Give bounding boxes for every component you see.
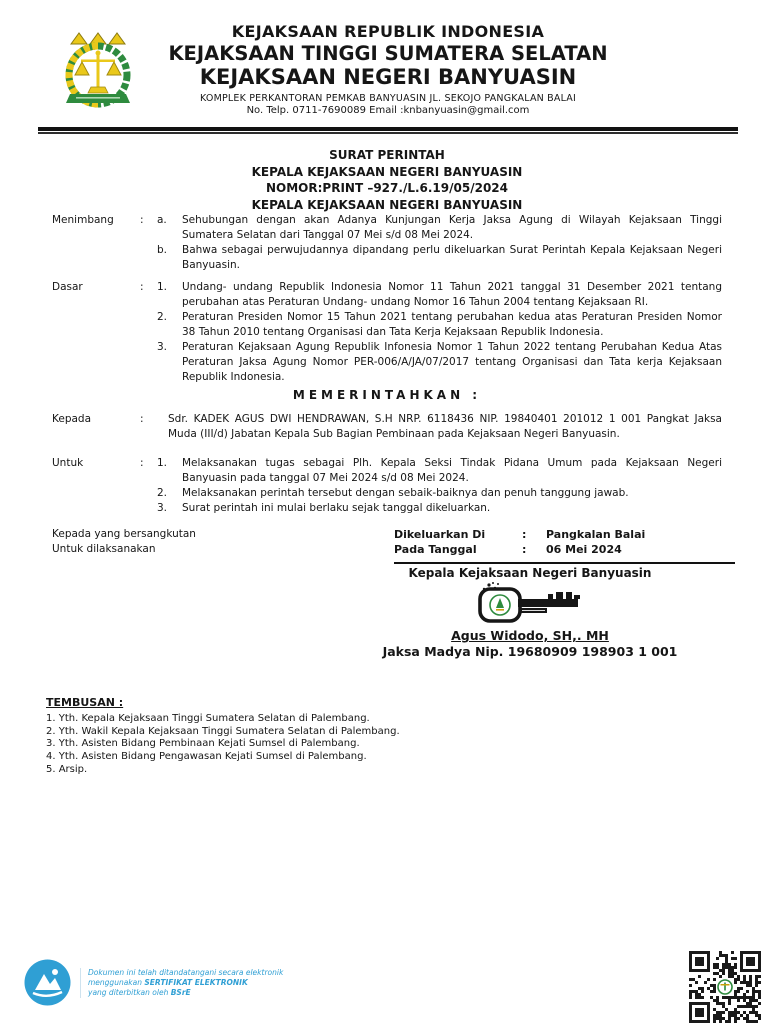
colon: : — [522, 543, 527, 556]
menimbang-section — [52, 213, 722, 273]
tembusan-item: 4. Yth. Asisten Bidang Pengawasan Kejati Sumsel di Palembang. — [46, 751, 367, 763]
tembusan-item: 2. Yth. Wakil Kepala Kejaksaan Tinggi Sumatera Selatan di Palembang. — [46, 725, 400, 737]
esign-footer — [24, 959, 283, 1006]
colon: : — [140, 281, 144, 293]
item-text: Sehubungan dengan akan Adanya Kunjungan Kerja Jaksa Agung di Wilayah Kejaksaan Tinggi Sumatera Selatan dari Tanggal 07 Mei s/d 08 Mei 2024. — [182, 214, 722, 241]
electronic-signature-stamp — [470, 581, 590, 625]
item-text: Undang- undang Republik Indonesia Nomor 11 Tahun 2021 tanggal 31 Desember 2021 tentang perubahan atas Peraturan Undang- undang Nomor 16 Tahun 2004 tentang Kejaksaan RI. — [182, 281, 722, 308]
office-contact: No. Telp. 0711-7690089 Email :knbanyuasin@gmail.com — [246, 105, 530, 116]
title-line-1: SURAT PERINTAH — [329, 148, 445, 162]
org-name-office: KEJAKSAAN NEGERI BANYUASIN — [199, 65, 577, 89]
kepada-section — [52, 412, 722, 442]
untuk-item — [157, 501, 722, 516]
dasar-section — [52, 280, 722, 385]
issued-place-value: Pangkalan Balai — [546, 528, 646, 541]
esign-notice — [80, 968, 283, 998]
signatory-title: Kepala Kejaksaan Negeri Banyuasin — [408, 566, 652, 580]
item-marker: 3. — [157, 341, 168, 353]
dasar-item — [157, 340, 722, 385]
org-name-province: KEJAKSAAN TINGGI SUMATERA SELATAN — [168, 42, 608, 65]
item-text: Surat perintah ini mulai berlaku sejak tanggal dikeluarkan. — [182, 502, 491, 514]
issued-date-value: 06 Mei 2024 — [546, 543, 622, 556]
signatory-name: Agus Widodo, SH,. MH — [451, 628, 609, 643]
untuk-label: Untuk — [52, 457, 84, 469]
colon: : — [140, 413, 144, 425]
memerintahkan-heading: MEMERINTAHKAN : — [292, 388, 482, 402]
dasar-item — [157, 310, 722, 340]
tembusan-heading: TEMBUSAN : — [46, 696, 124, 709]
letterhead-divider — [38, 127, 738, 134]
colon: : — [522, 528, 527, 541]
menimbang-item — [157, 213, 722, 243]
kejaksaan-logo — [55, 28, 141, 112]
recipient-note-line-2: Untuk dilaksanakan — [52, 543, 156, 555]
item-marker: a. — [157, 214, 167, 226]
letter-title — [52, 147, 722, 213]
tembusan-section — [46, 697, 400, 777]
recipient-note-line-1: Kepada yang bersangkutan — [52, 528, 196, 540]
colon: : — [140, 214, 144, 226]
untuk-item — [157, 456, 722, 486]
issued-block — [394, 527, 735, 564]
untuk-section — [52, 456, 722, 516]
item-text: Peraturan Presiden Nomor 15 Tahun 2021 tentang perubahan kedua atas Peraturan Presiden Nomor 38 Tahun 2010 tentang Organisasi dan Tata Kerja Kejaksaan Republik Indonesia. — [182, 311, 722, 338]
signatory-rank-nip: Jaksa Madya Nip. 19680909 198903 1 001 — [382, 644, 678, 659]
signature-block — [368, 566, 692, 659]
esign-line-2: menggunakan SERTIFIKAT ELEKTRONIK — [88, 977, 248, 987]
kepada-text: Sdr. KADEK AGUS DWI HENDRAWAN, S.H NRP. 6118436 NIP. 19840401 201012 1 001 Pangkat Jaksa Muda (III/d) Jabatan Kepala Sub Bagian Pembinaan pada Kejaksaan Negeri Banyuasin. — [168, 413, 722, 440]
menimbang-item — [157, 243, 722, 273]
office-address: KOMPLEK PERKANTORAN PEMKAB BANYUASIN JL. SEKOJO PANGKALAN BALAI — [199, 93, 576, 104]
bsre-logo — [24, 959, 71, 1006]
esign-line-1: Dokumen ini telah ditandatangani secara elektronik — [88, 967, 284, 977]
dasar-item — [157, 280, 722, 310]
letterhead — [38, 22, 738, 116]
qr-code — [689, 951, 761, 1023]
org-name-republic: KEJAKSAAN REPUBLIK INDONESIA — [231, 22, 545, 41]
tembusan-item: 1. Yth. Kepala Kejaksaan Tinggi Sumatera Selatan di Palembang. — [46, 712, 370, 724]
item-text: Melaksanakan tugas sebagai Plh. Kepala Seksi Tindak Pidana Umum pada Kejaksaan Negeri Banyuasin pada tanggal 07 Mei 2024 s/d 08 Mei 2024. — [182, 457, 722, 484]
esign-line-3: yang diterbitkan oleh BSrE — [88, 987, 191, 997]
dasar-label: Dasar — [52, 281, 83, 293]
issued-date-label: Pada Tanggal — [394, 543, 477, 556]
item-marker: 1. — [157, 457, 168, 469]
item-text: Melaksanakan perintah tersebut dengan sebaik-baiknya dan penuh tanggung jawab. — [182, 487, 629, 499]
letter-number: NOMOR:PRINT –927./L.6.19/05/2024 — [266, 181, 508, 195]
item-marker: 2. — [157, 311, 168, 323]
recipient-note — [52, 527, 196, 557]
tembusan-item: 3. Yth. Asisten Bidang Pembinaan Kejati Sumsel di Palembang. — [46, 738, 360, 750]
kepada-label: Kepada — [52, 413, 92, 425]
title-line-4: KEPALA KEJAKSAAN NEGERI BANYUASIN — [251, 197, 523, 212]
tembusan-item: 5. Arsip. — [46, 763, 88, 775]
untuk-item — [157, 486, 722, 501]
colon: : — [140, 457, 144, 469]
item-text: Peraturan Kejaksaan Agung Republik Infonesia Nomor 1 Tahun 2022 tentang Perubahan Kedua Atas Peraturan Jaksa Agung Nomor PER-006/A/JA/07/2017 tentang Organisasi dan Tata kerja Kejaksaan Republik Indonesia. — [182, 341, 722, 383]
issued-place-label: Dikeluarkan Di — [394, 528, 486, 541]
item-text: Bahwa sebagai perwujudannya dipandang perlu dikeluarkan Surat Perintah Kepala Kejaksaan Negeri Banyuasin. — [182, 244, 722, 271]
item-marker: 3. — [157, 502, 168, 514]
item-marker: 2. — [157, 487, 168, 499]
item-marker: b. — [157, 244, 168, 256]
item-marker: 1. — [157, 281, 168, 293]
menimbang-label: Menimbang — [52, 214, 114, 226]
title-line-2: KEPALA KEJAKSAAN NEGERI BANYUASIN — [251, 164, 523, 179]
